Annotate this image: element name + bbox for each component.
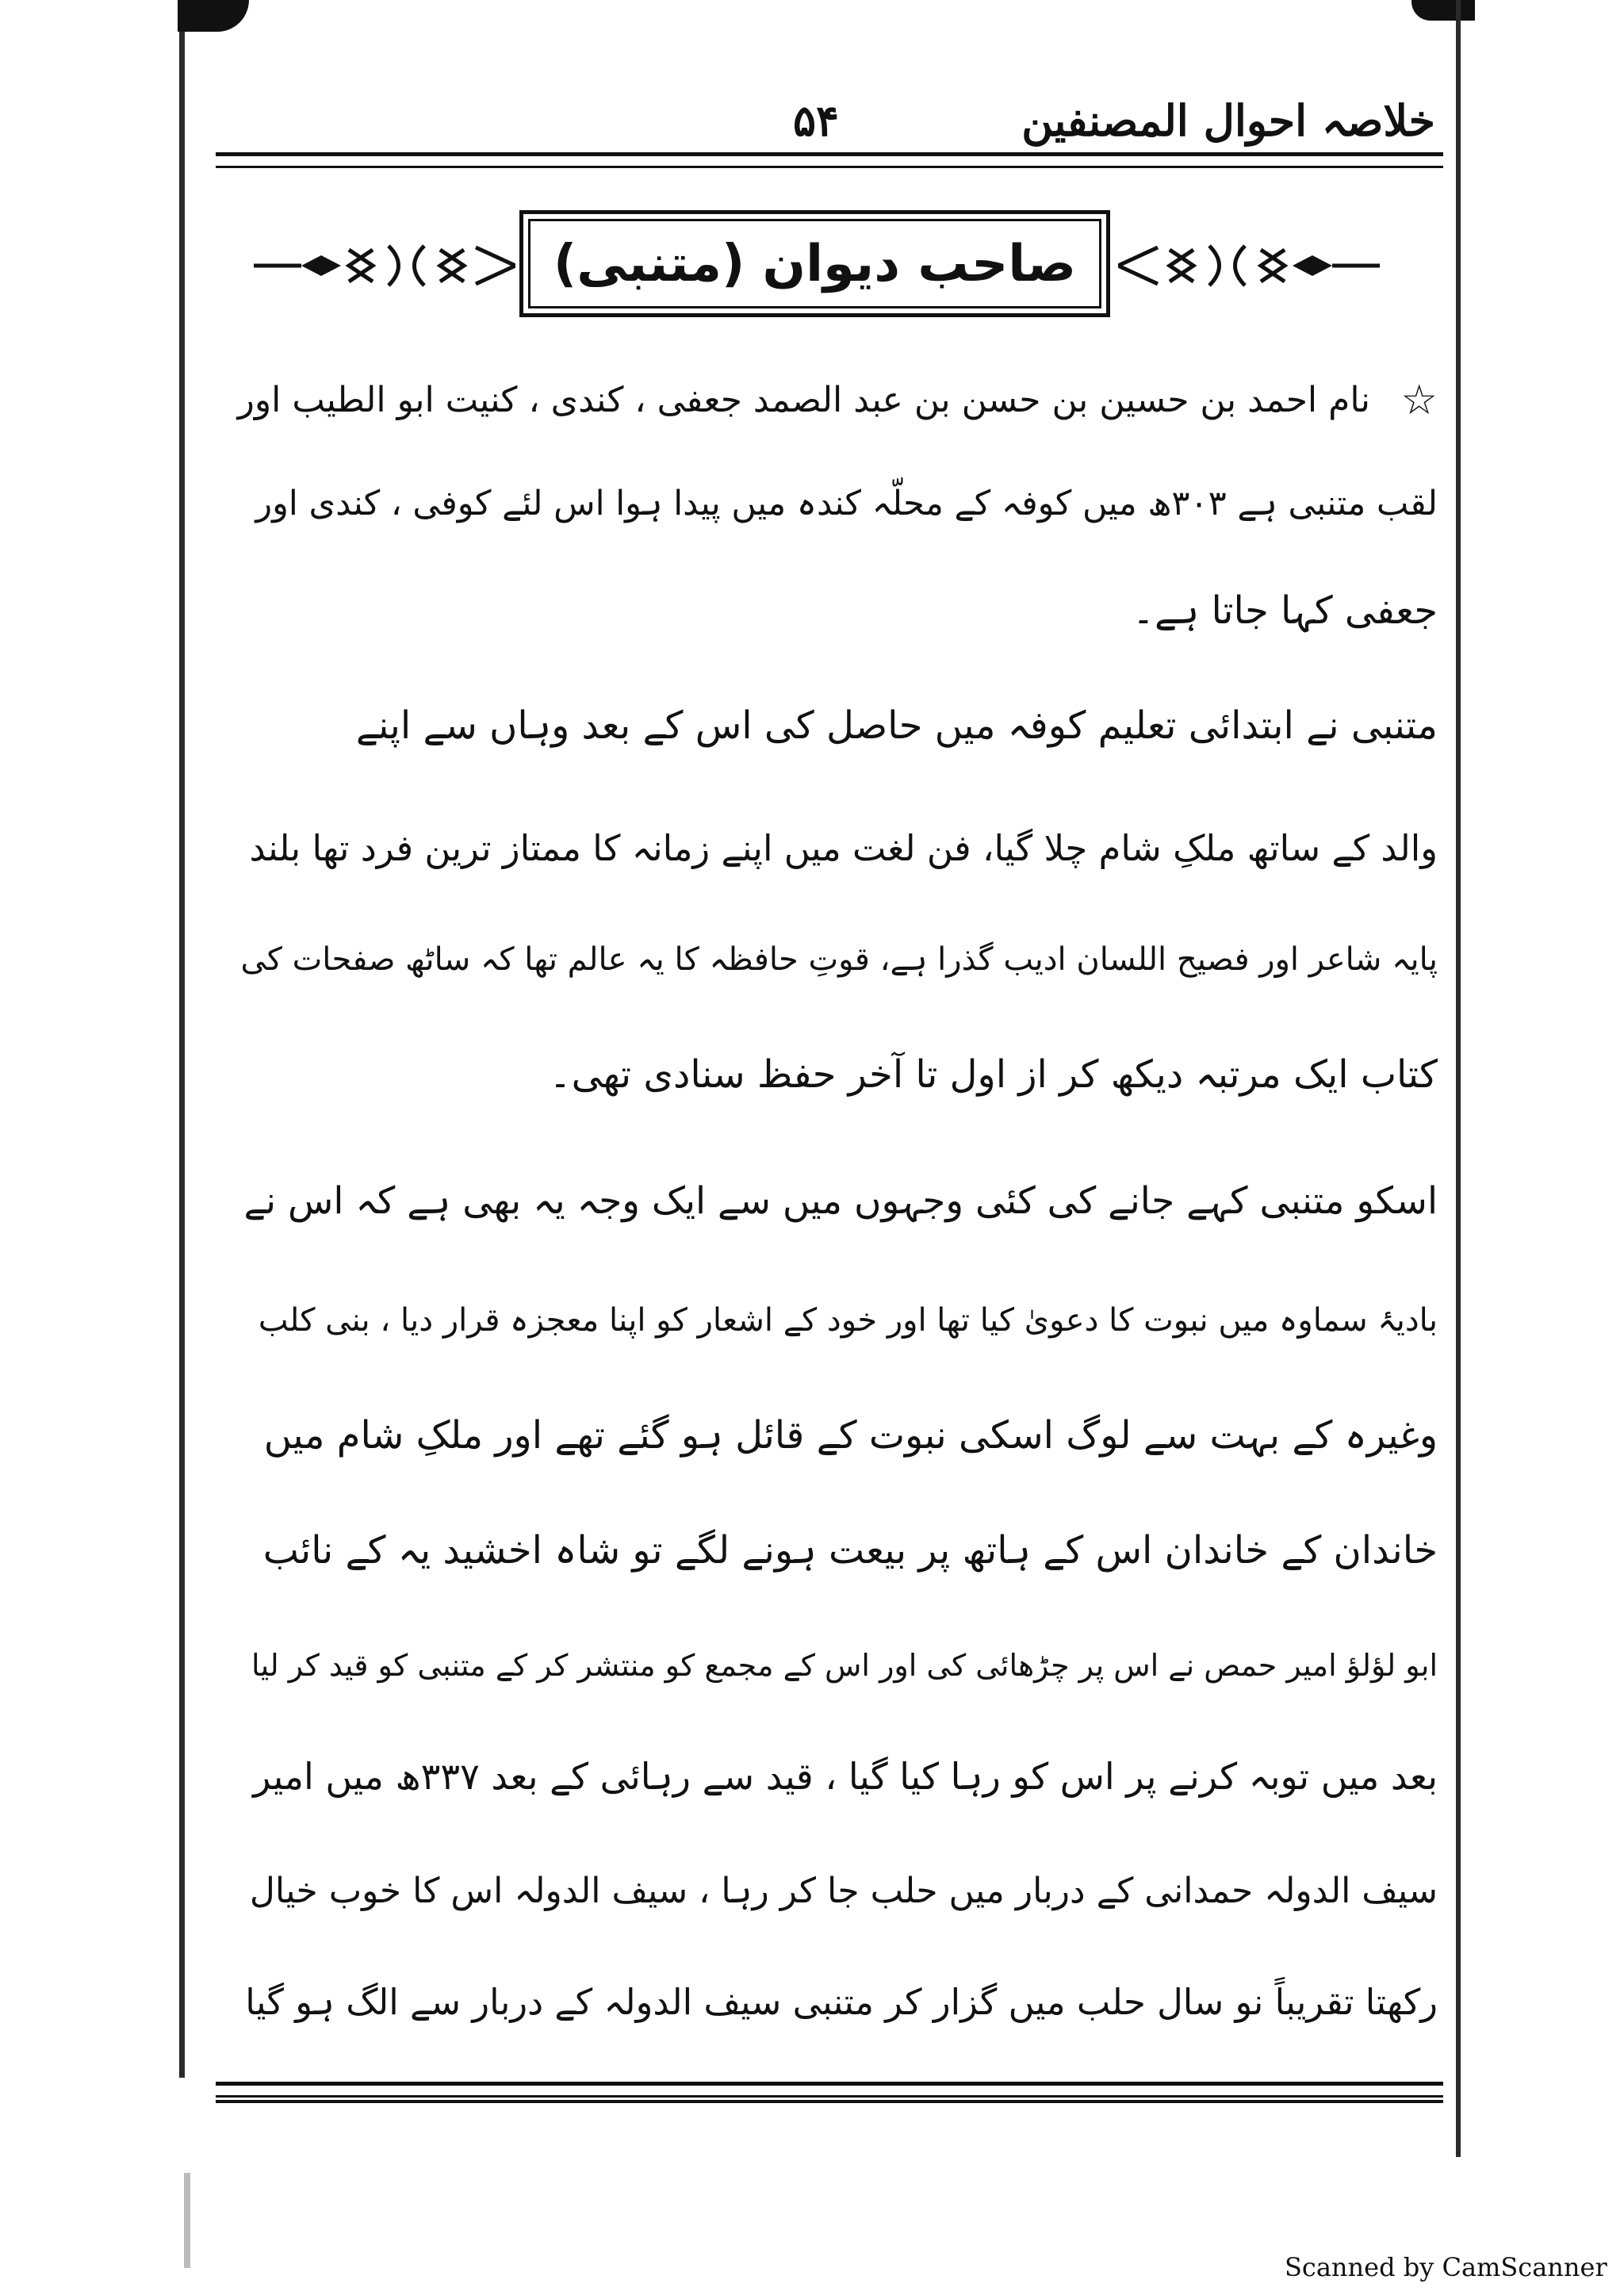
body-line: متنبی نے ابتدائی تعلیم کوفہ میں حاصل کی اس کے بعد وہاں سے اپنے [355, 703, 1438, 748]
body-line: بادیۂ سماوہ میں نبوت کا دعویٰ کیا تھا اور خود کے اشعار کو اپنا معجزہ قرار دیا ، بنی کلب [258, 1302, 1438, 1339]
body-line: جعفی کہا جاتا ہے۔ [1132, 588, 1438, 633]
book-title: خلاصہ احوال المصنفین [1021, 95, 1435, 146]
section-heading [254, 210, 1380, 321]
body-line: لقب متنبی ہے ۳۰۳ھ میں کوفہ کے محلّہ کندہ میں پیدا ہوا اس لئے کوفی ، کندی اور [255, 484, 1438, 523]
section-title: صاحب دیوان (متنبی) [553, 234, 1077, 293]
page-number: ۵۴ [793, 95, 840, 146]
body-line: کتاب ایک مرتبہ دیکھ کر از اول تا آخر حفظ سنادی تھی۔ [549, 1052, 1438, 1097]
body-line: اسکو متنبی کہے جانے کی کئی وجہوں میں سے ایک وجہ یہ بھی ہے کہ اس نے [243, 1179, 1438, 1223]
body-line: ابو لؤلؤ امیر حمص نے اس پر چڑھائی کی اور اس کے مجمع کو منتشر کر کے متنبی کو قید کر لیا [251, 1648, 1438, 1683]
scan-edge-line [179, 32, 185, 2078]
body-line: پایہ شاعر اور فصیح اللسان ادیب گذرا ہے، قوتِ حافظہ کا یہ عالم تھا کہ ساٹھ صفحات کی [240, 941, 1438, 978]
scan-edge-shadow [1411, 0, 1475, 21]
body-line: نام احمد بن حسین بن حسن بن عبد الصمد جعفی ، کندی ، کنیت ابو الطیب اور [237, 380, 1370, 420]
star-outline-icon: ☆ [1400, 377, 1438, 424]
heading-frame [519, 210, 1110, 317]
ornament-icon [254, 238, 515, 293]
footer-divider [216, 2100, 1443, 2103]
body-line: سیف الدولہ حمدانی کے دربار میں حلب جا کر رہا ، سیف الدولہ اس کا خوب خیال [249, 1871, 1438, 1911]
body-line: خاندان کے خاندان اس کے ہاتھ پر بیعت ہونے لگے تو شاہ اخشید یہ کے نائب [262, 1528, 1438, 1573]
ornament-icon [1118, 238, 1380, 293]
scan-edge-line [1456, 0, 1461, 2157]
scan-edge-line [184, 2173, 190, 2268]
body-line: بعد میں توبہ کرنے پر اس کو رہا کیا گیا ، قید سے رہائی کے بعد ۳۳۷ھ میں امیر [253, 1755, 1438, 1798]
body-line: رکھتا تقریباً نو سال حلب میں گزار کر متنبی سیف الدولہ کے دربار سے الگ ہو گیا [245, 1981, 1438, 2023]
body-line: والد کے ساتھ ملکِ شام چلا گیا، فن لغت میں اپنے زمانہ کا ممتاز ترین فرد تھا بلند [249, 827, 1438, 869]
scanner-watermark: Scanned by CamScanner [1285, 2252, 1607, 2282]
running-header [222, 95, 1435, 159]
header-divider [216, 152, 1443, 168]
scan-edge-shadow [178, 0, 249, 32]
body-line: وغیرہ کے بہت سے لوگ اسکی نبوت کے قائل ہو گئے تھے اور ملکِ شام میں [263, 1413, 1438, 1458]
footer-divider [216, 2082, 1443, 2098]
